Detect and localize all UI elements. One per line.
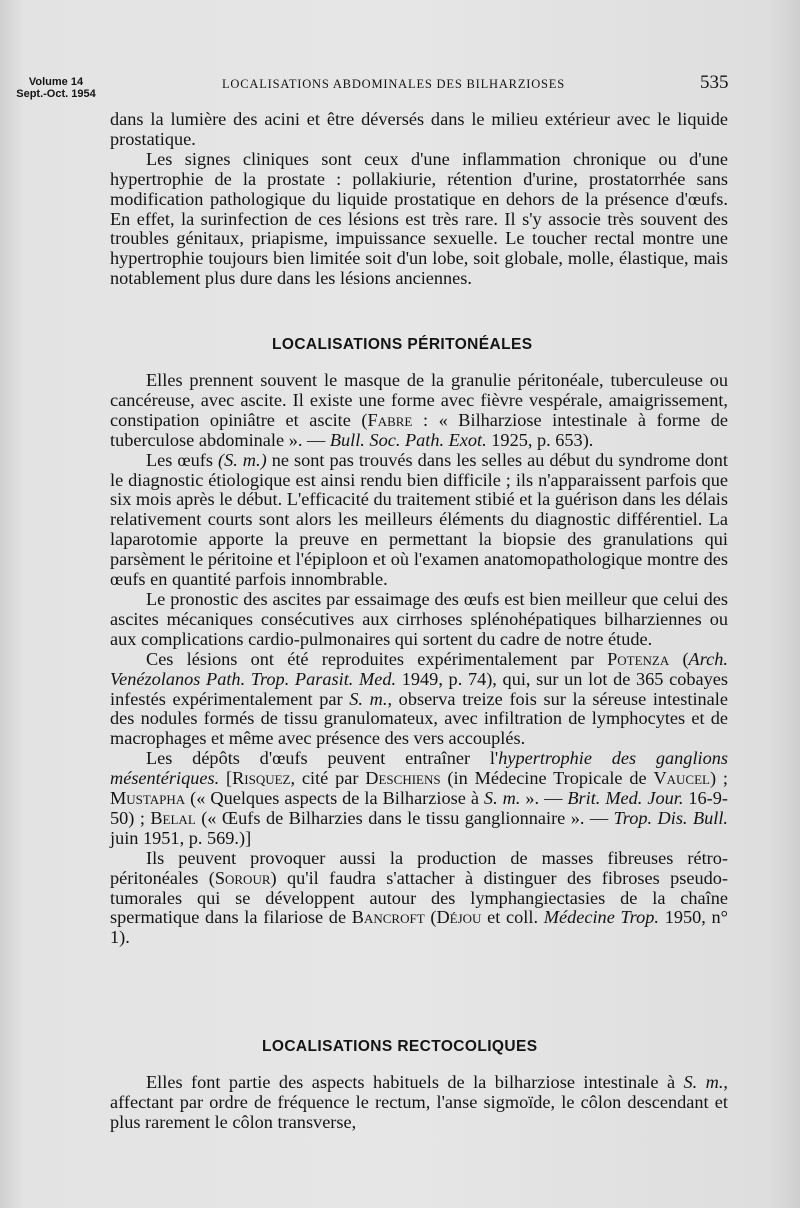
journal-title: Brit. Med. Jour. bbox=[567, 788, 684, 809]
text-run: : « Bilharziose intestinale à forme de tuberculose abdominale ». — bbox=[110, 409, 729, 450]
page-number: 535 bbox=[700, 72, 729, 93]
text-run: (in Médecine Tropicale de bbox=[440, 768, 654, 789]
text-run: Ils peuvent provoquer aussi la production de masses fibreuses rétro-péritonéales ( bbox=[110, 847, 728, 888]
species-name: S. m. bbox=[683, 1072, 724, 1092]
author-name: Mustapha bbox=[110, 788, 186, 809]
text-run: Les œufs bbox=[146, 449, 218, 470]
species-name: (S. m.) bbox=[217, 449, 267, 470]
paragraph bbox=[110, 1073, 728, 1133]
text-run: ) qu'il faudra s'attacher à distinguer des fibroses pseudo-tumorales qui se développent autour des lymphangiectasies de la chaîne spermatique dans la filariose de bbox=[110, 867, 728, 928]
text-run: Elles prennent souvent le masque de la granulie péritonéale, tuberculeuse ou cancéreuse, avec ascite. Il existe une forme avec fièvre vespérale, amaigrissement, constipation opiniâtre et ascite ( bbox=[110, 370, 728, 430]
text-run: (« Quelques aspects de la Bilharziose à bbox=[185, 788, 484, 809]
paragraph: Le pronostic des ascites par essaimage des œufs est bien meilleur que celui des ascites mécaniques consécutives aux cirrhoses splénohépatiques bilharziennes ou aux complications cardio-pulmonaires qui sortent du cadre de notre étude. bbox=[110, 588, 728, 649]
rectocolic-text-block bbox=[110, 1073, 728, 1133]
author-name: Fabre bbox=[367, 409, 413, 430]
text-run: [ bbox=[219, 768, 233, 789]
text-run: , cité par bbox=[290, 768, 366, 789]
paragraph bbox=[110, 749, 728, 849]
paragraph: dans la lumière des acini et être déversés dans le milieu extérieur avec le liquide prostatique. bbox=[110, 109, 728, 149]
author-name: Vaucel bbox=[653, 768, 710, 789]
emphasis: hypertrophie des ganglions mésentériques. bbox=[110, 748, 728, 789]
text-run: 1925, p. 653). bbox=[486, 429, 594, 450]
text-run: ». — bbox=[520, 788, 568, 809]
peritoneal-text-block bbox=[110, 371, 728, 948]
journal-title: Médecine Trop. bbox=[543, 907, 659, 928]
text-run: ne sont pas trouvés dans les selles au début du syndrome dont le diagnostic étiologique est ainsi rendu bien difficile ; ils n'apparaissent parfois que six mois après le début. L'efficacité du traitement stibié et la guérison dans les délais relativement courts sont alors les meilleurs éléments du diagnostic différentiel. La laparotomie apporte la preuve en permettant la biopsie des granulations qui parsèment le péritoine et l'épiploon et où l'examen anatomopathologique montre des œufs en quantité parfois innombrable. bbox=[110, 449, 728, 590]
text-run: 16-9-50) ; bbox=[110, 788, 729, 828]
text-run: 1950, n° 1). bbox=[110, 907, 728, 948]
paragraph bbox=[110, 650, 728, 750]
paragraph bbox=[110, 371, 728, 451]
paragraph: Les signes cliniques sont ceux d'une inflammation chronique ou d'une hypertrophie de la prostate : pollakiurie, rétention d'urine, prostatorrhée sans modification pathologique du liquide prostatique en dehors de la présence d'œufs. En effet, la surinfection de ces lésions est très rare. Il s'y associe très souvent des troubles génitaux, priapisme, impuissance sexuelle. Le toucher rectal montre une hypertrophie toujours bien limitée soit d'un lobe, soit globale, molle, élastique, mais notablement plus dure dans les lésions anciennes. bbox=[110, 148, 728, 289]
species-name: S. m. bbox=[349, 688, 388, 709]
species-name: S. m. bbox=[483, 788, 521, 809]
author-name: Déjou bbox=[436, 907, 482, 928]
text-run: ( bbox=[669, 648, 689, 669]
text-run: , observa treize fois sur la séreuse intestinale des nodules formés de tissu granulomateux, avec infiltration de lymphocytes et de macrophages et même avec présence des vers accouplés. bbox=[110, 688, 728, 749]
section-heading-peritoneales: LOCALISATIONS PÉRITONÉALES bbox=[272, 336, 533, 353]
journal-title: Trop. Dis. Bull. bbox=[613, 807, 728, 828]
author-name: Potenza bbox=[607, 648, 670, 669]
section-heading-rectocoliques: LOCALISATIONS RECTOCOLIQUES bbox=[262, 1038, 538, 1055]
journal-title: Arch. Venézolanos Path. Trop. Parasit. Med. bbox=[110, 648, 728, 689]
author-name: Belal bbox=[150, 807, 196, 828]
text-run: ( bbox=[424, 907, 437, 928]
issue-date: Sept.-Oct. 1954 bbox=[16, 88, 96, 100]
volume-info bbox=[6, 76, 106, 100]
text-run: 1949, p. 74), qui, sur un lot de 365 cobayes infestés expérimentalement par bbox=[110, 668, 728, 709]
text-run: juin 1951, p. 569.)] bbox=[110, 827, 252, 848]
text-run: Elles font partie des aspects habituels de la bilharziose intestinale à bbox=[146, 1072, 684, 1092]
text-run: ) ; bbox=[709, 768, 728, 789]
author-name: Risquez bbox=[232, 768, 291, 789]
text-run: , affectant par ordre de fréquence le rectum, l'anse sigmoïde, le côlon descendant et plus rarement le côlon transverse, bbox=[110, 1072, 728, 1132]
prostate-text-block bbox=[110, 110, 728, 289]
text-run: (« Œufs de Bilharzies dans le tissu ganglionnaire ». — bbox=[195, 807, 614, 828]
text-run: et coll. bbox=[481, 907, 544, 928]
text-run: Ces lésions ont été reproduites expérimentalement par bbox=[146, 648, 608, 669]
paragraph bbox=[110, 849, 728, 949]
volume-number: Volume 14 bbox=[28, 76, 84, 88]
author-name: Sorour bbox=[214, 867, 271, 888]
text-run: Les dépôts d'œufs peuvent entraîner l' bbox=[146, 748, 499, 769]
journal-title: Bull. Soc. Path. Exot. bbox=[329, 429, 487, 450]
paragraph bbox=[110, 451, 728, 590]
author-name: Bancroft bbox=[351, 907, 425, 928]
author-name: Deschiens bbox=[365, 768, 441, 789]
running-title: LOCALISATIONS ABDOMINALES DES BILHARZIOSES bbox=[222, 77, 565, 91]
